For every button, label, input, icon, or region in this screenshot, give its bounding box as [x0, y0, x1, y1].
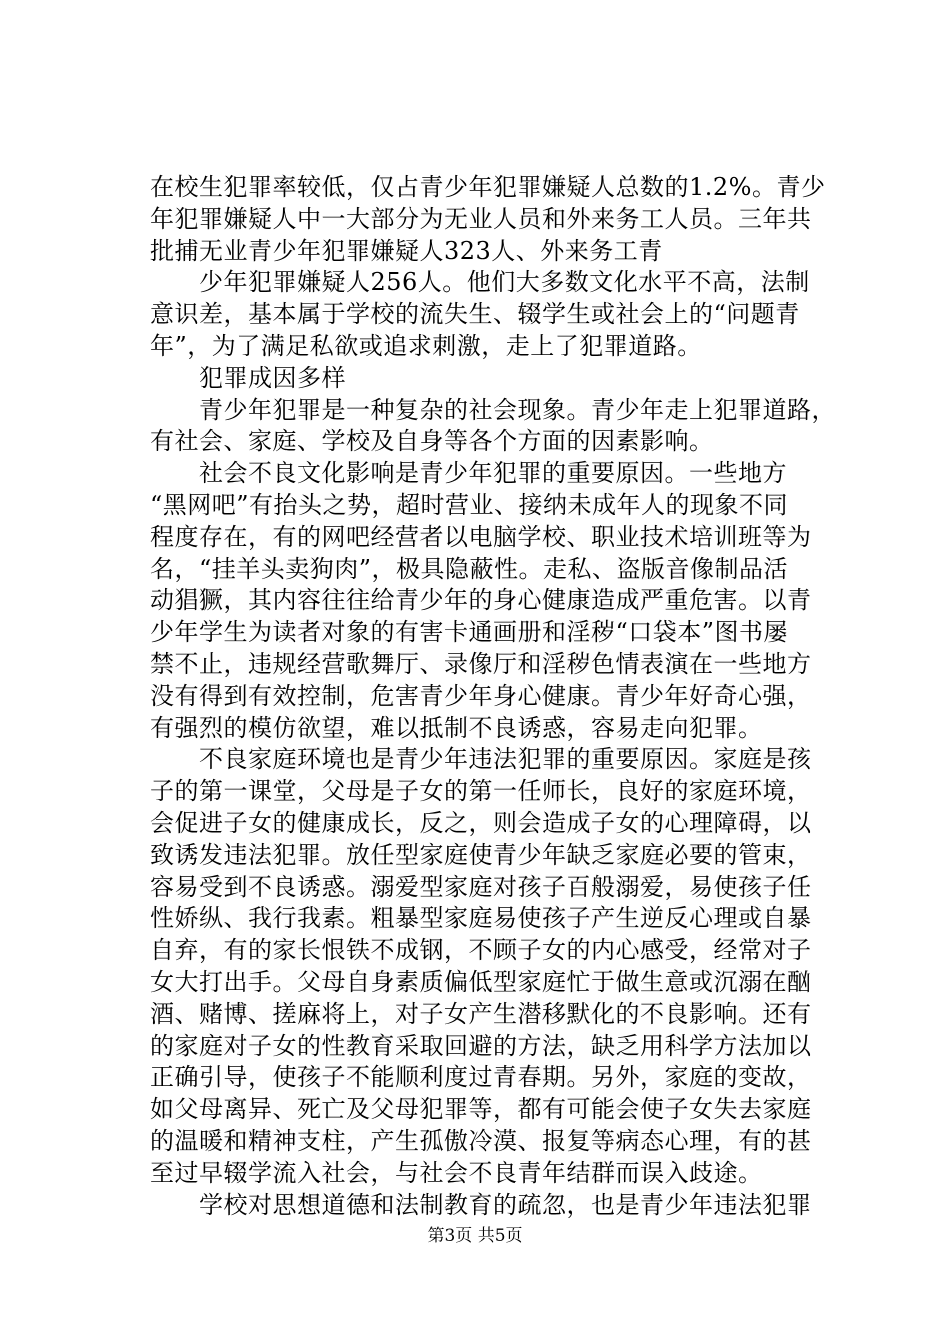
- text-line: “黑网吧”有抬头之势，超时营业、接纳未成年人的现象不同: [150, 490, 789, 519]
- text-line: 自弃，有的家长恨铁不成钢，不顾子女的内心感受，经常对子: [150, 936, 812, 965]
- text-line: 犯罪成因多样: [150, 363, 346, 392]
- text-line: 没有得到有效控制，危害青少年身心健康。青少年好奇心强，: [150, 681, 812, 710]
- text-line: 在校生犯罪率较低，仅占青少年犯罪嫌疑人总数的1.2%。青少: [150, 173, 826, 201]
- text-line: 的家庭对子女的性教育采取回避的方法，缺乏用科学方法加以: [150, 1031, 812, 1060]
- text-line: 动猖獗，其内容往往给青少年的身心健康造成严重危害。以青: [150, 586, 812, 615]
- body-text: [150, 172, 840, 1221]
- text-line: 有社会、家庭、学校及自身等各个方面的因素影响。: [150, 427, 714, 456]
- text-line: 名，“挂羊头卖狗肉”，极具隐蔽性。走私、盗版音像制品活: [150, 554, 789, 583]
- text-line: 少年犯罪嫌疑人256人。他们大多数文化水平不高，法制: [150, 268, 810, 297]
- text-line: 年”，为了满足私欲或追求刺激，走上了犯罪道路。: [150, 331, 702, 360]
- text-line: 的温暖和精神支柱，产生孤傲冷漠、报复等病态心理，有的甚: [150, 1126, 812, 1155]
- text-line: 不良家庭环境也是青少年违法犯罪的重要原因。家庭是孩: [150, 745, 812, 774]
- page-footer: 第3页 共5页: [427, 1226, 523, 1246]
- text-line: 容易受到不良诱惑。溺爱型家庭对孩子百般溺爱，易使孩子任: [150, 872, 812, 901]
- text-line: 正确引导，使孩子不能顺利度过青春期。另外，家庭的变故，: [150, 1063, 812, 1092]
- text-line: 致诱发违法犯罪。放任型家庭使青少年缺乏家庭必要的管束，: [150, 840, 812, 869]
- text-line: 女大打出手。父母自身素质偏低型家庭忙于做生意或沉溺在酗: [150, 967, 812, 996]
- text-line: 有强烈的模仿欲望，难以抵制不良诱惑，容易走向犯罪。: [150, 713, 763, 742]
- text-line: 学校对思想道德和法制教育的疏忽，也是青少年违法犯罪: [150, 1190, 812, 1219]
- text-line: 批捕无业青少年犯罪嫌疑人323人、外来务工青: [150, 236, 663, 265]
- text-line: 性娇纵、我行我素。粗暴型家庭易使孩子产生逆反心理或自暴: [150, 904, 812, 933]
- text-line: 子的第一课堂，父母是子女的第一任师长，良好的家庭环境，: [150, 777, 812, 806]
- text-line: 至过早辍学流入社会，与社会不良青年结群而误入歧途。: [150, 1158, 763, 1187]
- text-line: 年犯罪嫌疑人中一大部分为无业人员和外来务工人员。三年共: [150, 204, 812, 233]
- text-line: 少年学生为读者对象的有害卡通画册和淫秽“口袋本”图书屡: [150, 618, 789, 647]
- text-line: 意识差，基本属于学校的流失生、辍学生或社会上的“问题青: [150, 300, 800, 329]
- text-line: 禁不止，违规经营歌舞厅、录像厅和淫秽色情表演在一些地方: [150, 649, 812, 678]
- text-line: 程度存在，有的网吧经营者以电脑学校、职业技术培训班等为: [150, 522, 812, 551]
- text-line: 青少年犯罪是一种复杂的社会现象。青少年走上犯罪道路，: [150, 395, 836, 424]
- text-line: 酒、赌博、搓麻将上，对子女产生潜移默化的不良影响。还有: [150, 999, 812, 1028]
- text-line: 社会不良文化影响是青少年犯罪的重要原因。一些地方: [150, 459, 787, 488]
- text-line: 会促进子女的健康成长，反之，则会造成子女的心理障碍，以: [150, 808, 812, 837]
- text-line: 如父母离异、死亡及父母犯罪等，都有可能会使子女失去家庭: [150, 1095, 812, 1124]
